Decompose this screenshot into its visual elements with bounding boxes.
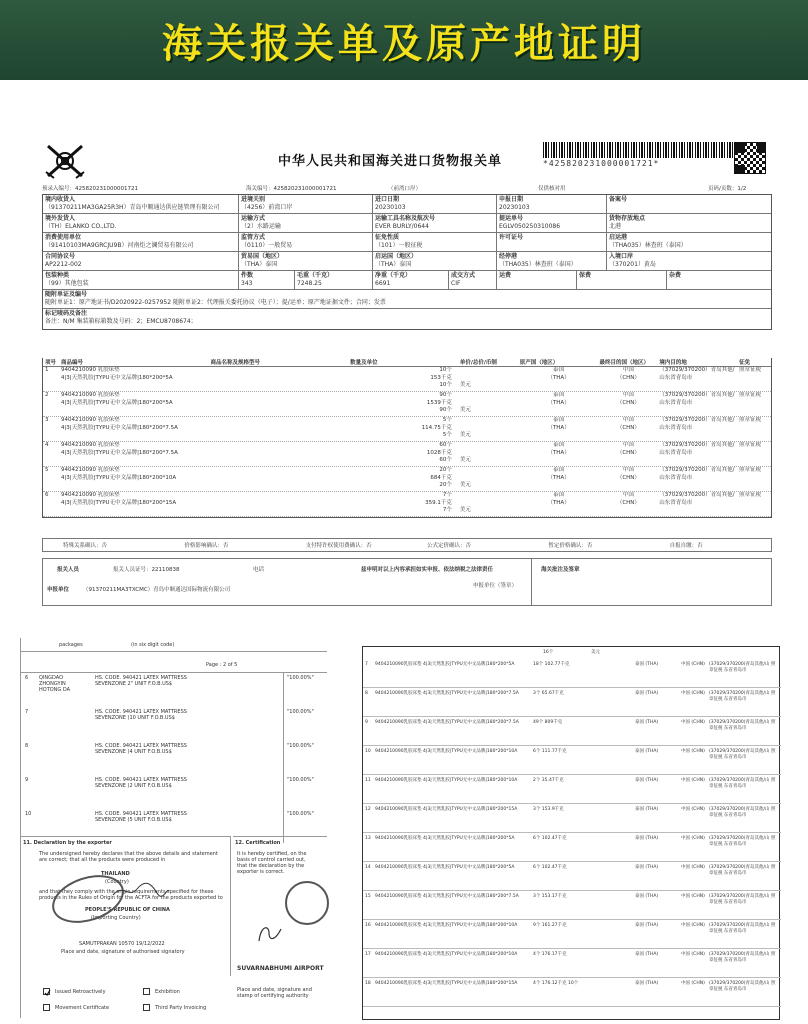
barcode-number: *425820231000001721* — [543, 159, 660, 168]
grid-row-5 — [43, 271, 771, 290]
cert-goods-row: 10 HS. CODE. 940421 LATEX MATTRESS SEVENZONE (5 UNIT F.O.B.US$ "100.00%" — [21, 809, 327, 833]
unit-label: 申报单位 — [47, 587, 70, 593]
grid-cell: 成交方式 CIF — [449, 271, 497, 289]
items-body — [43, 367, 771, 517]
cert-goods-row: 9 HS. CODE. 940421 LATEX MATTRESS SEVENZONE (2 UNIT F.O.B.US$ "100.00%" — [21, 775, 327, 799]
remarks-row — [43, 309, 771, 329]
customs-office: （前湾口岸） — [388, 186, 422, 192]
cert-goods-table — [21, 672, 327, 847]
checkbox-third-party — [143, 1004, 150, 1011]
header-grid — [42, 194, 772, 330]
cont-row: 7 9404210090乳胶床垫 4|3|天然乳胶|TYPU无中文品牌|180*200*5A 18个 102.77千克 泰国 (THA) 中国 (CHN) (37029/370200)青岛其他/山 照章征税 东省青岛市 — [363, 659, 781, 688]
grid-cell: 运费 — [497, 271, 577, 289]
declaration-footer — [42, 538, 772, 593]
authority-stamp — [285, 881, 329, 925]
banner — [0, 0, 808, 80]
declarant-cert: 报关人员证号：22110838 — [113, 567, 180, 573]
meta-row — [38, 184, 774, 194]
signature — [111, 881, 171, 901]
cont-row: 10 9404210090乳胶床垫 4|3|天然乳胶|TYPU无中文品牌|180*200*10A 6个 111.77千克 泰国 (THA) 中国 (CHN) (37029/370200)青岛其他/山 照章征税 东省青岛市 — [363, 746, 781, 775]
cert-page: Page : 2 of 5 — [206, 662, 238, 668]
grid-row-2 — [43, 214, 771, 233]
qr-code-icon — [734, 142, 766, 174]
grid-cell: 进境关别 （4256）前湾口岸 — [239, 195, 373, 213]
grid-row-1 — [43, 195, 771, 214]
phone-label: 电话 — [253, 567, 265, 573]
cert-goods-row: 7 HS. CODE. 940421 LATEX MATTRESS SEVENZONE (10 UNIT F.O.B.US$ "100.00%" — [21, 707, 327, 731]
grid-cell: 征免性质 （101）一般征税 — [373, 233, 497, 251]
grid-cell: 运输方式 （2）水路运输 — [239, 214, 373, 232]
cont-row: 16 9404210090乳胶床垫 4|3|天然乳胶|TYPU无中文品牌|180*200*10A 9个 161.27千克 泰国 (THA) 中国 (CHN) (37029/370200)青岛其他/山 照章征税 东省青岛市 — [363, 920, 781, 949]
cont-row: 9 9404210090乳胶床垫 4|3|天然乳胶|TYPU无中文品牌|180*200*7.5A 49个 809千克 泰国 (THA) 中国 (CHN) (37029/370200)青岛其他/山 照章征税 东省青岛市 — [363, 717, 781, 746]
grid-cell: 境外发货人 （TH）ELANKO CO.,LTD. — [43, 214, 239, 232]
grid-cell: 启运港 （THA035）林查班（泰国） — [609, 234, 687, 249]
preentry-no: 预录入编号：425820231000001721 — [42, 186, 138, 192]
item-row: 1 9404210090 乳胶床垫 4|3|天然乳胶|TYPU无中文品牌|180*200*5A 10个 153千克 10个 美元 泰国 （THA） 中国 （CHN） （37029/370200）青岛其他/山东省青岛市 照章征税 — [43, 367, 771, 392]
cont-row: 12 9404210090乳胶床垫 4|3|天然乳胶|TYPU无中文品牌|180*200*15A 3个 153.9千克 泰国 (THA) 中国 (CHN) (37029/370200)青岛其他/山 照章征税 东省青岛市 — [363, 804, 781, 833]
grid-cell: 进口日期 20230103 — [373, 195, 497, 213]
grid-cell: 件数 343 — [239, 271, 295, 289]
checkbox-exhibition — [143, 988, 150, 995]
items-header: 项号 商品编号 商品名称及规格型号 数量及单位 单价/总价/币制 原产国（地区） 最终目的国（地区） 境内目的地 征免 — [43, 358, 771, 367]
grid-cell: 监管方式 （0110）一般贸易 — [239, 233, 373, 251]
grid-cell: 包装种类 （99）其他包装 — [43, 271, 239, 289]
grid-cell: 保费 — [577, 271, 667, 289]
items-table — [42, 358, 772, 518]
cont-row: 13 9404210090乳胶床垫 4|3|天然乳胶|TYPU无中文品牌|180*200*5A 6个 102.47千克 泰国 (THA) 中国 (CHN) (37029/370200)青岛其他/山 照章征税 东省青岛市 — [363, 833, 781, 862]
cont-top-currency: 美元 — [591, 650, 600, 655]
declarant-label: 报关人员 — [57, 567, 80, 573]
cont-row: 18 9404210090乳胶床垫 4|3|天然乳胶|TYPU无中文品牌|180*200*15A 4个 176.12千克 10个 泰国 (THA) 中国 (CHN) (37029/370200)青岛其他/山 照章征税 东省青岛市 — [363, 978, 781, 1007]
grid-cell: 贸易国（地区） （THA）泰国 — [239, 252, 373, 270]
grid-cell: 合同协议号 AP2212-002 — [43, 252, 239, 270]
authority-signature — [255, 921, 285, 945]
declaration-title: 中华人民共和国海关进口货物报关单 — [278, 154, 503, 169]
grid-row-4 — [43, 252, 771, 271]
unit-seal: 申报单位（签章） — [473, 583, 518, 589]
item-row: 4 9404210090 乳胶床垫 4|3|天然乳胶|TYPU无中文品牌|180*200*7.5A 60个 1028千克 60个 美元 泰国 （THA） 中国 （CHN） （37029/370200）青岛其他/山东省青岛市 照章征税 — [43, 442, 771, 467]
cert-goods-row: 8 HS. CODE. 940421 LATEX MATTRESS SEVENZONE (4 UNIT F.O.B.US$ "100.00%" — [21, 741, 327, 765]
grid-cell: 运输工具名称及航次号 EVER BURLY/0644 — [373, 214, 497, 232]
cert-section-11: 11. Declaration by the exporter The undersigned hereby declares that the above details and statement are correct; that all the products were produced in THAILAND (Country) and that they comply with the origin requirements specified for these products in the Rules of Origin for the ACFTA for the products exported to PEOPLE'S REPUBLIC OF CHINA (Importing Country) SAMUTPRAKAN 10570 19/12/2022 Place and date, signature of authorised signatory — [21, 836, 231, 976]
cont-row: 14 9404210090乳胶床垫 4|3|天然乳胶|TYPU无中文品牌|180*200*5A 6个 102.47千克 泰国 (THA) 中国 (CHN) (37029/370200)青岛其他/山 照章征税 东省青岛市 — [363, 862, 781, 891]
unit-value: （91370211MA3TXCMC）青岛中顺通达国际物流有限公司 — [83, 587, 231, 593]
divider — [531, 559, 532, 605]
grid-row-3 — [43, 233, 771, 252]
grid-cell: 消费使用单位 （91410103MA9GRCJU9B）河南炬之澜贸易有限公司 — [43, 233, 239, 251]
cont-row: 11 9404210090乳胶床垫 4|3|天然乳胶|TYPU无中文品牌|180*200*10A 2个 35.47千克 泰国 (THA) 中国 (CHN) (37029/370200)青岛其他/山 照章征税 东省青岛市 — [363, 775, 781, 804]
grid-cell: 许可证号 — [497, 233, 607, 251]
customs-note: 海关批注及签章 — [541, 567, 580, 573]
checkbox-movement — [43, 1004, 50, 1011]
customs-no: 海关编号：425820231000001721 — [246, 186, 337, 192]
cont-row: 15 9404210090乳胶床垫 4|3|天然乳胶|TYPU无中文品牌|180*200*7.5A 3个 153.17千克 泰国 (THA) 中国 (CHN) (37029/370200)青岛其他/山 照章征税 东省青岛市 — [363, 891, 781, 920]
banner-title: 海关报关单及原产地证明 — [162, 20, 646, 67]
grid-cell: 货物存放地点 北港 — [609, 215, 646, 230]
grid-cell: 随附单证及编号 随附单证1：原产地证书/D2020922-0257952 随附单证2：代理报关委托协议（电子）；提/运单；原产地证据文件；合同；发票 — [45, 291, 386, 306]
grid-cell: 杂费 — [669, 272, 682, 279]
docs-row — [43, 290, 771, 309]
confirm-row: 特殊关系确认：否 价格影响确认：否 支付特许权使用费确认：否 公式定价确认：否 暂定价格确认：否 自报自缴：否 — [42, 538, 772, 552]
grid-cell: 经停港 （THA035）林查班（泰国） — [497, 252, 607, 270]
item-row: 3 9404210090 乳胶床垫 4|3|天然乳胶|TYPU无中文品牌|180*200*7.5A 5个 114.75千克 5个 美元 泰国 （THA） 中国 （CHN） （37029/370200）青岛其他/山东省青岛市 照章征税 — [43, 417, 771, 442]
grid-cell: 备案号 — [609, 196, 628, 203]
grid-cell: 境内收货人 （91370211MA3GA25R3H）青岛中顺通达供应链管理有限公司 — [43, 195, 239, 213]
grid-cell: 入境口岸 （370201）黄岛 — [609, 253, 656, 268]
cont-row: 8 9404210090乳胶床垫 4|3|天然乳胶|TYPU无中文品牌|180*200*7.5A 3个 65.67千克 泰国 (THA) 中国 (CHN) (37029/370200)青岛其他/山 照章征税 东省青岛市 — [363, 688, 781, 717]
page-count: 页码/页数：1/2 — [708, 186, 747, 192]
cont-top-qty: 16个 — [543, 650, 554, 655]
cert-goods-row: 6 QINGDAO ZHONGYIN HOTONG DA HS. CODE. 940421 LATEX MATTRESS SEVENZONE 2" UNIT F.O.B.US$ "100.00%" — [21, 673, 327, 697]
customs-emblem-icon — [44, 142, 86, 180]
customs-declaration — [38, 138, 774, 608]
grid-cell: 提运单号 EGLV050250310086 — [497, 214, 607, 232]
item-row: 5 9404210090 乳胶床垫 4|3|天然乳胶|TYPU无中文品牌|180*200*10A 20个 684千克 20个 美元 泰国 （THA） 中国 （CHN） （37029/370200）青岛其他/山东省青岛市 照章征税 — [43, 467, 771, 492]
verify-note: 仅供核对用 — [538, 186, 566, 192]
cert-checkboxes: Issued Retroactively Exhibition Movement Certificate Third Party Invoicing — [21, 982, 231, 1018]
grid-cell: 净重（千克） 6691 — [373, 271, 449, 289]
barcode — [543, 142, 733, 158]
cont-row: 17 9404210090乳胶床垫 4|3|天然乳胶|TYPU无中文品牌|180*200*10A 4个 176.17千克 泰国 (THA) 中国 (CHN) (37029/370200)青岛其他/山 照章征税 东省青岛市 — [363, 949, 781, 978]
grid-cell: 标记唛码及备注 备注：N/M 集装箱标箱数及号码：2；EMCU8708674； — [45, 310, 197, 325]
grid-cell: 申报日期 20230103 — [497, 195, 607, 213]
item-row: 2 9404210090 乳胶床垫 4|3|天然乳胶|TYPU无中文品牌|180*200*5A 90个 1539千克 90个 美元 泰国 （THA） 中国 （CHN） （37029/370200）青岛其他/山东省青岛市 照章征税 — [43, 392, 771, 417]
grid-cell: 毛重（千克） 7248.25 — [295, 271, 373, 289]
declaration-continuation — [362, 646, 780, 1020]
item-row: 6 9404210090 乳胶床垫 4|3|天然乳胶|TYPU无中文品牌|180*200*15A 7个 359.1千克 7个 美元 泰国 （THA） 中国 （CHN） （37029/370200）青岛其他/山东省青岛市 照章征税 — [43, 492, 771, 517]
cert-top: packages (in six digit code) — [21, 638, 327, 652]
checkbox-issued-retro — [43, 988, 50, 995]
cert-section-12: 12. Certification It is hereby certified, on the basis of control carried out, that the declaration by the exporter is correct. SUVARNABHUMI AIRPORT Place and date, signature and stamp of certifying authority — [233, 836, 327, 1018]
statement: 兹申明对以上内容承担如实申报、依法纳税之法律责任 — [361, 567, 494, 573]
grid-cell: 启运国（地区） （THA）泰国 — [373, 252, 497, 270]
certificate-of-origin — [20, 638, 326, 1018]
footer-box — [42, 558, 772, 606]
